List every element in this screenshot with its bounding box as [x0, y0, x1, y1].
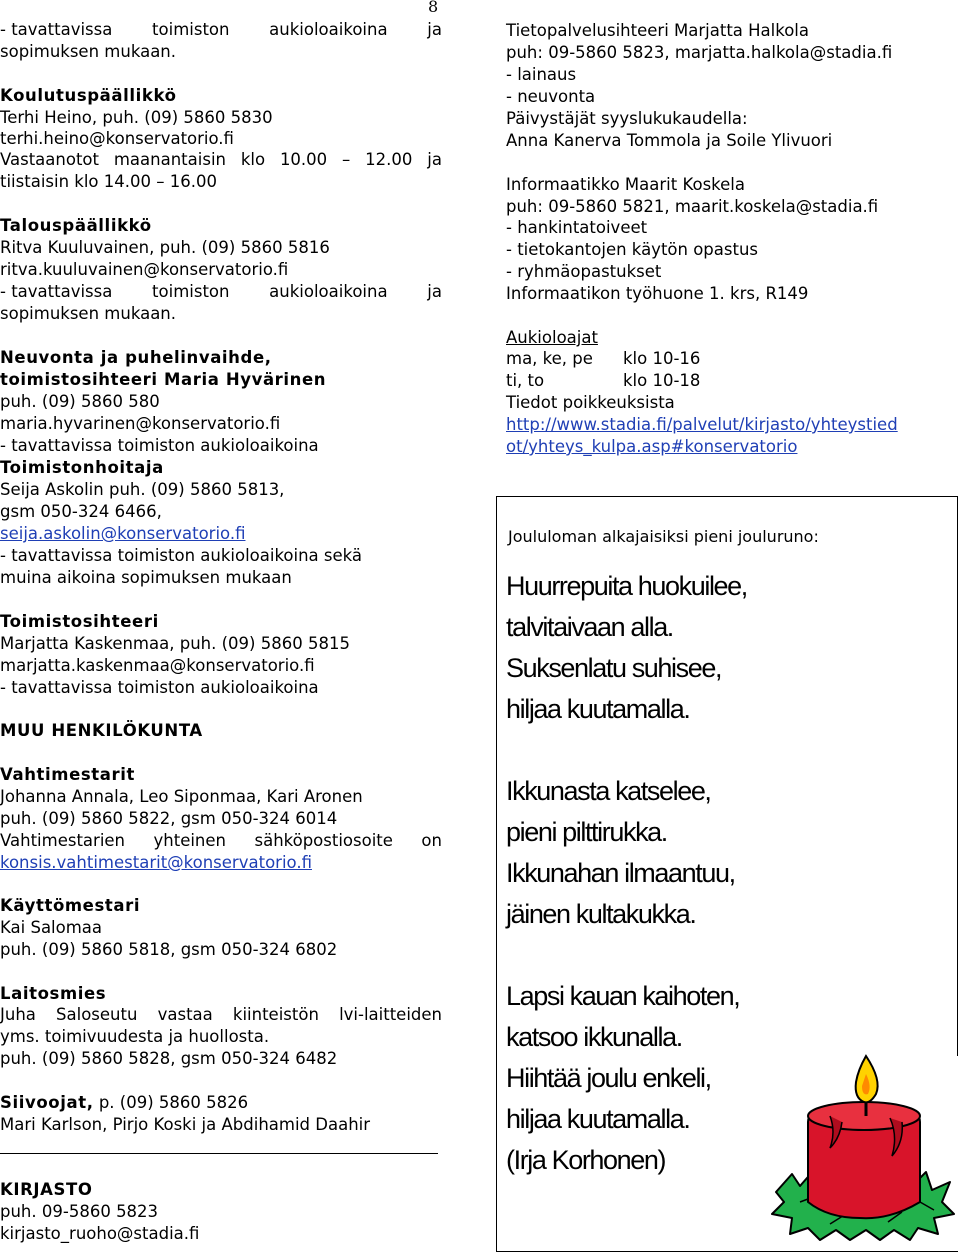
talous-name: Ritva Kuuluvainen, puh. (09) 5860 5816 — [0, 238, 330, 257]
hours-time: klo 10-18 — [623, 371, 701, 390]
poem-line: katsoo ikkunalla. — [506, 1022, 682, 1052]
hoitaja-gsm: gsm 050-324 6466, — [0, 502, 162, 521]
hoitaja-note-2: muina aikoina sopimuksen mukaan — [0, 568, 292, 587]
hoitaja-title: Toimistonhoitaja — [0, 458, 164, 477]
vahti-names: Johanna Annala, Leo Siponmaa, Kari Aronen — [0, 787, 363, 806]
poem-line: Ikkunasta katselee, — [506, 776, 711, 806]
word: ja — [427, 282, 442, 301]
laitos-title: Laitosmies — [0, 984, 107, 1003]
word: yhteinen — [153, 831, 226, 850]
talous-title: Talouspäällikkö — [0, 216, 152, 235]
neuvonta-phone: puh. (09) 5860 580 — [0, 392, 160, 411]
neuvonta-title-1: Neuvonta ja puhelinvaihde, — [0, 348, 272, 367]
word: – — [342, 150, 351, 169]
poem-line: hiljaa kuutamalla. — [506, 694, 690, 724]
exceptions-link-2[interactable]: ot/yhteys_kulpa.asp#konservatorio — [506, 437, 798, 456]
tp-duty-names: Anna Kanerva Tommola ja Soile Ylivuori — [506, 131, 833, 150]
hoitaja-note-1: - tavattavissa toimiston aukioloaikoina sekä — [0, 546, 363, 565]
kaytto-title: Käyttömestari — [0, 896, 141, 915]
word: toimiston — [152, 20, 230, 39]
neuvonta-note: - tavattavissa toimiston aukioloaikoina — [0, 436, 319, 455]
laitos-phone: puh. (09) 5860 5828, gsm 050-324 6482 — [0, 1049, 338, 1068]
koulutus-hours-2: tiistaisin klo 14.00 – 16.00 — [0, 172, 217, 191]
aukiolo-title: Aukioloajat — [506, 328, 598, 347]
vahti-email-link[interactable]: konsis.vahtimestarit@konservatorio.fi — [0, 853, 312, 872]
vahti-shared-email-text — [0, 830, 442, 852]
page-number: 8 — [428, 0, 439, 16]
info-bullet-1: - hankintatoiveet — [506, 218, 648, 237]
talous-note-1 — [0, 281, 442, 303]
poem-line: Huurrepuita huokuilee, — [506, 571, 747, 601]
candle-illustration — [770, 1052, 955, 1242]
sihteeri-title: Toimistosihteeri — [0, 612, 159, 631]
sihteeri-email: marjatta.kaskenmaa@konservatorio.fi — [0, 656, 315, 675]
word: toimiston — [152, 282, 230, 301]
word: Vahtimestarien — [0, 831, 126, 850]
hours-table — [506, 348, 700, 392]
word: ja — [427, 150, 442, 169]
poem-line: (Irja Korhonen) — [506, 1145, 666, 1175]
koulutus-title: Koulutuspäällikkö — [0, 86, 177, 105]
flame-icon — [856, 1056, 878, 1102]
word: vastaa — [157, 1005, 213, 1024]
vahti-title: Vahtimestarit — [0, 765, 135, 784]
word: maanantaisin — [113, 150, 226, 169]
siivo-title: Siivoojat, — [0, 1093, 94, 1112]
kirjasto-title: KIRJASTO — [0, 1180, 93, 1199]
word: lvi-laitteiden — [339, 1005, 442, 1024]
divider — [0, 1153, 438, 1154]
word: aukioloaikoina — [269, 20, 388, 39]
muu-henkilokunta-heading: MUU HENKILÖKUNTA — [0, 721, 203, 740]
neuvonta-email: maria.hyvarinen@konservatorio.fi — [0, 414, 281, 433]
word: kiinteistön — [232, 1005, 319, 1024]
siivo-names: Mari Karlson, Pirjo Koski ja Abdihamid Daahir — [0, 1115, 371, 1134]
info-phone: puh: 09-5860 5821, maarit.koskela@stadia.fi — [506, 197, 879, 216]
word: Saloseutu — [56, 1005, 138, 1024]
koulutus-hours-1 — [0, 149, 442, 171]
hoitaja-email-link[interactable]: seija.askolin@konservatorio.fi — [0, 524, 246, 543]
word: - tavattavissa — [0, 282, 113, 301]
word: sähköpostiosoite — [254, 831, 393, 850]
poem-line: Suksenlatu suhisee, — [506, 653, 722, 683]
talous-email: ritva.kuuluvainen@konservatorio.fi — [0, 260, 289, 279]
poem-line: pieni pilttirukka. — [506, 817, 667, 847]
hoitaja-name: Seija Askolin puh. (09) 5860 5813, — [0, 480, 285, 499]
candle-icon — [808, 1102, 920, 1218]
siivo-heading — [0, 1092, 248, 1114]
word: - tavattavissa — [0, 20, 113, 39]
info-title: Informaatikko Maarit Koskela — [506, 175, 745, 194]
word: ja — [427, 20, 442, 39]
laitos-desc-1 — [0, 1004, 442, 1026]
word: Juha — [0, 1005, 36, 1024]
info-bullet-2: - tietokantojen käytön opastus — [506, 240, 759, 259]
tp-bullet-2: - neuvonta — [506, 87, 596, 106]
sihteeri-note: - tavattavissa toimiston aukioloaikoina — [0, 678, 319, 697]
word: aukioloaikoina — [269, 282, 388, 301]
info-room: Informaatikon työhuone 1. krs, R149 — [506, 284, 809, 303]
kirjasto-email: kirjasto_ruoho@stadia.fi — [0, 1224, 200, 1243]
word: Vastaanotot — [0, 150, 99, 169]
exceptions-link-1[interactable]: http://www.stadia.fi/palvelut/kirjasto/yhteystied — [506, 415, 898, 434]
poem-line: hiljaa kuutamalla. — [506, 1104, 690, 1134]
siivo-phone: p. (09) 5860 5826 — [93, 1093, 249, 1112]
tp-duty: Päivystäjät syyslukukaudella: — [506, 109, 748, 128]
poem-line: talvitaivaan alla. — [506, 612, 673, 642]
hours-days: ti, to — [506, 371, 545, 390]
sihteeri-name: Marjatta Kaskenmaa, puh. (09) 5860 5815 — [0, 634, 350, 653]
hours-days: ma, ke, pe — [506, 349, 593, 368]
tp-bullet-1: - lainaus — [506, 65, 577, 84]
exceptions-label: Tiedot poikkeuksista — [506, 393, 675, 412]
koulutus-name: Terhi Heino, puh. (09) 5860 5830 — [0, 108, 273, 127]
kirjasto-phone: puh. 09-5860 5823 — [0, 1202, 159, 1221]
vahti-phone: puh. (09) 5860 5822, gsm 050-324 6014 — [0, 809, 338, 828]
poem-intro: Joululoman alkajaisiksi pieni jouluruno: — [508, 527, 819, 546]
poem-line: Lapsi kauan kaihoten, — [506, 981, 740, 1011]
poem-line: Hiihtää joulu enkeli, — [506, 1063, 711, 1093]
word: 12.00 — [365, 150, 413, 169]
neuvonta-title-2: toimistosihteeri Maria Hyvärinen — [0, 370, 327, 389]
koulutus-email: terhi.heino@konservatorio.fi — [0, 129, 234, 148]
intro-line — [0, 19, 442, 41]
kaytto-phone: puh. (09) 5860 5818, gsm 050-324 6802 — [0, 940, 338, 959]
hours-row — [506, 370, 700, 392]
intro-line-2: sopimuksen mukaan. — [0, 42, 177, 61]
word: on — [421, 831, 442, 850]
poem-box-edge — [957, 496, 958, 1056]
poem-line: jäinen kultakukka. — [506, 899, 696, 929]
poem-line: Ikkunahan ilmaantuu, — [506, 858, 735, 888]
tp-title: Tietopalvelusihteeri Marjatta Halkola — [506, 21, 810, 40]
word: 10.00 — [279, 150, 328, 169]
kaytto-name: Kai Salomaa — [0, 918, 103, 937]
laitos-desc-2: yms. toimivuudesta ja huollosta. — [0, 1027, 270, 1046]
tp-phone: puh: 09-5860 5823, marjatta.halkola@stadia.fi — [506, 43, 893, 62]
word: klo — [240, 150, 266, 169]
info-bullet-3: - ryhmäopastukset — [506, 262, 662, 281]
hours-row — [506, 348, 700, 370]
hours-time: klo 10-16 — [623, 349, 701, 368]
talous-note-2: sopimuksen mukaan. — [0, 304, 177, 323]
